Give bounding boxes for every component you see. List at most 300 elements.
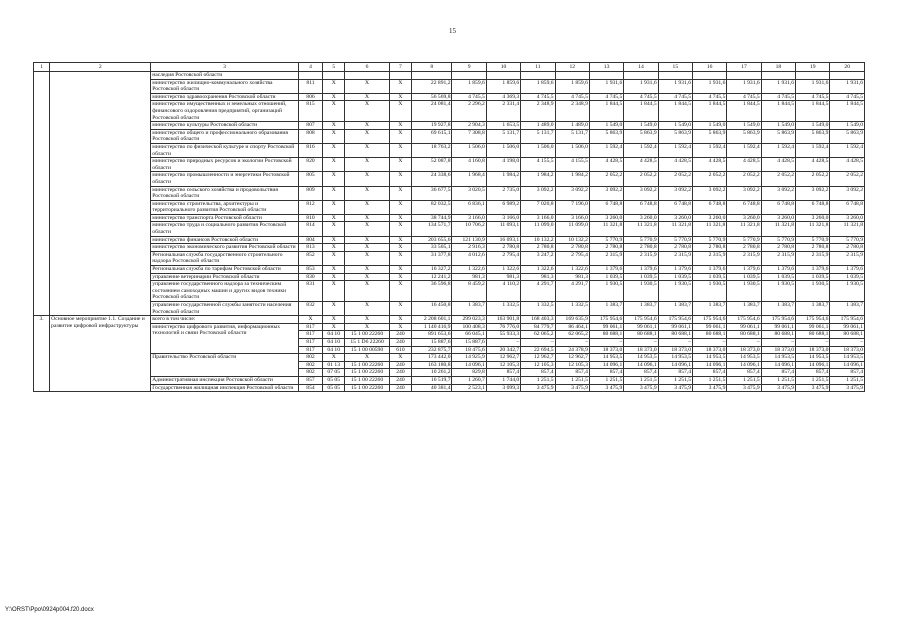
table-cell: 66 045,1 — [452, 331, 486, 339]
table-cell: 84 779,7 — [521, 323, 555, 331]
table-cell: 163 901,8 — [486, 316, 520, 324]
table-cell: X — [323, 273, 345, 281]
executor-cell: управление ветеринарии Ростовской области — [151, 273, 299, 281]
table-cell: 1 930,5 — [658, 281, 692, 302]
table-cell: 1 592,4 — [727, 143, 761, 157]
table-cell: 1 859,6 — [486, 79, 520, 93]
column-header: 7 — [389, 63, 411, 72]
table-row — [34, 129, 865, 143]
table-cell: 07 05 — [323, 369, 345, 377]
table-cell: 4 428,5 — [658, 158, 692, 172]
table-cell — [589, 72, 623, 80]
table-cell: 4 745,5 — [693, 93, 727, 101]
table-cell: 3 092,2 — [521, 186, 555, 200]
table-cell: 2 315,9 — [830, 251, 865, 265]
table-cell: X — [345, 79, 389, 93]
table-cell: X — [323, 79, 345, 93]
table-cell: 802 — [298, 361, 322, 369]
table-cell: 1 039,5 — [589, 273, 623, 281]
table-cell: 4 745,5 — [555, 93, 589, 101]
table-cell: 99 061,1 — [589, 323, 623, 331]
table-cell: 1 744,0 — [486, 376, 520, 384]
table-cell: 2 348,9 — [521, 101, 555, 122]
table-cell: 1 039,5 — [727, 273, 761, 281]
table-cell: 1 039,5 — [624, 273, 658, 281]
table-row — [34, 222, 865, 236]
table-cell: 2 780,8 — [624, 244, 658, 252]
table-cell: 802 — [298, 369, 322, 377]
table-cell: 80 688,1 — [761, 331, 795, 339]
table-cell — [555, 72, 589, 80]
table-cell: 4 428,5 — [624, 158, 658, 172]
table-cell: 15 1 D6 22260 — [345, 338, 389, 346]
table-cell: 18 373,0 — [693, 346, 727, 354]
table-cell: X — [345, 354, 389, 362]
column-header: 20 — [830, 63, 865, 72]
table-cell: 5 131,7 — [521, 129, 555, 143]
executor-cell: министерство общего и профессионального образования Ростовской области — [151, 129, 299, 143]
table-cell: 829,8 — [452, 369, 486, 377]
table-cell: 1 039,5 — [693, 273, 727, 281]
table-cell: 1 251,5 — [830, 376, 865, 384]
executor-cell: Региональная служба государственного строительного надзора Ростовской области — [151, 251, 299, 265]
table-cell — [412, 72, 452, 80]
executor-cell: управление государственной службы занятости населения Ростовской области — [151, 302, 299, 316]
table-cell: 2 780,8 — [658, 244, 692, 252]
num-cell: 3. — [34, 316, 50, 392]
table-cell: 857,4 — [830, 369, 865, 377]
table-cell: 1 379,6 — [727, 266, 761, 274]
table-cell: 1 844,5 — [761, 101, 795, 122]
table-cell: 809 — [298, 186, 322, 200]
table-cell: 04 10 — [323, 338, 345, 346]
table-cell: 11 321,8 — [830, 222, 865, 236]
table-cell: 240 — [389, 376, 411, 384]
table-cell: 86 464,1 — [555, 323, 589, 331]
table-row — [34, 376, 865, 384]
table-cell: 1 251,5 — [693, 376, 727, 384]
column-header: 11 — [521, 63, 555, 72]
column-header: 15 — [658, 63, 692, 72]
table-cell: 16 093,1 — [486, 236, 520, 244]
table-cell: 1 039,5 — [796, 273, 830, 281]
table-cell: 1 379,6 — [830, 266, 865, 274]
table-row — [34, 316, 865, 324]
column-header: 18 — [761, 63, 795, 72]
table-cell: 857,4 — [727, 369, 761, 377]
table-cell: 4 745,5 — [589, 93, 623, 101]
table-cell: X — [345, 323, 389, 331]
table-cell: 1 506,0 — [452, 143, 486, 157]
table-cell: 3 260,0 — [589, 214, 623, 222]
executor-cell: управление государственного надзора за техническим состоянием самоходных машин и других видов техники Ростовской области — [151, 281, 299, 302]
table-cell: 807 — [298, 122, 322, 130]
table-cell: 2 348,9 — [555, 101, 589, 122]
table-cell: 3 099,3 — [486, 384, 520, 392]
table-cell: 1 549,0 — [796, 122, 830, 130]
table-cell — [452, 72, 486, 80]
table-cell: X — [323, 186, 345, 200]
table-cell: 1 379,6 — [589, 266, 623, 274]
table-cell: X — [389, 222, 411, 236]
executor-cell: министерство транспорта Ростовской области — [151, 214, 299, 222]
table-cell: 5 770,9 — [589, 236, 623, 244]
table-cell: 1 931,6 — [693, 79, 727, 93]
num-cell — [34, 72, 50, 316]
table-cell: 1 251,5 — [658, 376, 692, 384]
table-cell: 3 092,2 — [624, 186, 658, 200]
table-cell: 11 321,8 — [658, 222, 692, 236]
table-cell: X — [389, 129, 411, 143]
table-cell: 5 770,9 — [727, 236, 761, 244]
table-cell: 3 166,0 — [555, 214, 589, 222]
table-cell: 1 592,4 — [693, 143, 727, 157]
table-cell: 1 931,6 — [727, 79, 761, 93]
table-row — [34, 236, 865, 244]
executor-cell: Административная инспекция Ростовской области — [151, 376, 299, 384]
table-cell: X — [389, 214, 411, 222]
table-cell: 99 061,1 — [727, 323, 761, 331]
column-header: 12 — [555, 63, 589, 72]
table-cell: 10 132,2 — [521, 236, 555, 244]
table-cell: 1 930,5 — [761, 281, 795, 302]
column-header: 16 — [693, 63, 727, 72]
table-cell: 11 321,8 — [624, 222, 658, 236]
table-cell: 5 770,9 — [624, 236, 658, 244]
table-cell: 163 180,8 — [412, 361, 452, 369]
table-cell: 18 373,0 — [624, 346, 658, 354]
table-cell: X — [323, 281, 345, 302]
table-cell: 14 096,1 — [761, 361, 795, 369]
table-cell: 1 549,0 — [727, 122, 761, 130]
table-cell: 1 859,6 — [521, 79, 555, 93]
table-cell: 80 688,1 — [727, 331, 761, 339]
table-cell: 852 — [298, 251, 322, 265]
table-cell: 7 020,8 — [521, 200, 555, 214]
table-cell: 76 776,0 — [486, 323, 520, 331]
table-cell — [796, 72, 830, 80]
table-cell: 1 506,0 — [555, 143, 589, 157]
table-row — [34, 266, 865, 274]
table-cell: 2 780,8 — [796, 244, 830, 252]
table-cell — [693, 72, 727, 80]
table-cell: 18 373,0 — [589, 346, 623, 354]
table-cell: 3 092,2 — [727, 186, 761, 200]
table-cell: 121 130,9 — [452, 236, 486, 244]
table-cell: X — [323, 93, 345, 101]
table-cell: 3 260,0 — [830, 214, 865, 222]
table-cell: 3 260,0 — [761, 214, 795, 222]
table-cell: 15 887,6 — [452, 338, 486, 346]
table-cell: 2 052,2 — [658, 172, 692, 186]
table-cell: 1 592,4 — [830, 143, 865, 157]
table-cell: 1 844,5 — [624, 101, 658, 122]
table-cell: 1 251,5 — [555, 376, 589, 384]
table-cell: 5 863,9 — [658, 129, 692, 143]
executor-cell: наследия Ростовской области — [151, 72, 299, 80]
table-cell: 3 166,0 — [521, 214, 555, 222]
table-row — [34, 186, 865, 200]
table-cell: 1 930,5 — [624, 281, 658, 302]
table-cell: 857,4 — [693, 369, 727, 377]
table-cell: X — [323, 302, 345, 316]
table-cell: X — [323, 251, 345, 265]
table-cell: 15 1 00 22260 — [345, 331, 389, 339]
table-cell: 1 859,6 — [452, 79, 486, 93]
table-cell: 4 745,5 — [830, 93, 865, 101]
table-cell: 2 735,0 — [486, 186, 520, 200]
table-cell: 857,4 — [486, 369, 520, 377]
table-cell: 6 748,8 — [658, 200, 692, 214]
table-cell: 981,3 — [452, 273, 486, 281]
table-cell: 2 331,4 — [486, 101, 520, 122]
table-cell: 14 096,1 — [452, 361, 486, 369]
table-cell: 22 694,5 — [521, 346, 555, 354]
table-cell: 36 677,5 — [412, 186, 452, 200]
table-cell: 1 592,4 — [589, 143, 623, 157]
table-cell: X — [389, 158, 411, 172]
table-cell: 3 166,0 — [452, 214, 486, 222]
executor-cell: Региональная служба по тарифам Ростовской области — [151, 266, 299, 274]
table-cell: 810 — [298, 214, 322, 222]
table-cell: 15 1 00 22260 — [345, 369, 389, 377]
table-cell: 3 260,0 — [796, 214, 830, 222]
table-cell: 1 379,6 — [624, 266, 658, 274]
table-cell: 80 688,1 — [830, 331, 865, 339]
table-cell: 891 653,6 — [412, 331, 452, 339]
table-cell — [658, 72, 692, 80]
table-cell: 15 1 00 22260 — [345, 361, 389, 369]
table-cell: 2 315,9 — [761, 251, 795, 265]
table-cell: X — [345, 244, 389, 252]
table-cell: 1 489,0 — [555, 122, 589, 130]
table-cell: 18 373,0 — [761, 346, 795, 354]
table-cell: – — [486, 338, 520, 346]
table-cell: 3 260,0 — [693, 214, 727, 222]
table-cell: 2 052,2 — [693, 172, 727, 186]
table-cell: 1 984,2 — [555, 172, 589, 186]
table-cell: 04 10 — [323, 346, 345, 354]
table-cell: 2 052,2 — [761, 172, 795, 186]
table-cell: 3 247,2 — [521, 251, 555, 265]
table-cell: 173 442,0 — [412, 354, 452, 362]
table-cell: 12 105,3 — [486, 361, 520, 369]
table-cell: – — [589, 338, 623, 346]
table-cell: 24 081,4 — [412, 101, 452, 122]
table-cell: 5 770,9 — [658, 236, 692, 244]
table-cell: 14 096,1 — [589, 361, 623, 369]
table-cell: X — [323, 158, 345, 172]
table-row — [34, 79, 865, 93]
table-cell: 04 10 — [323, 331, 345, 339]
executor-cell: министерство здравоохранения Ростовской области — [151, 93, 299, 101]
table-cell: 175 954,6 — [796, 316, 830, 324]
table-cell: 4 745,5 — [521, 93, 555, 101]
table-cell: 4 428,5 — [589, 158, 623, 172]
table-cell: 1 844,5 — [796, 101, 830, 122]
table-cell: 1 379,6 — [796, 266, 830, 274]
executor-cell: министерство по физической культуре и спорту Ростовской области — [151, 143, 299, 157]
table-cell: 3 092,2 — [761, 186, 795, 200]
table-cell: X — [298, 316, 322, 324]
table-cell: 240 — [389, 338, 411, 346]
table-cell: 2 780,8 — [589, 244, 623, 252]
table-cell: 1 844,5 — [727, 101, 761, 122]
table-cell: 3 166,0 — [486, 214, 520, 222]
table-cell: 38 744,9 — [412, 214, 452, 222]
executor-cell: министерство строительства, архитектуры и территориального развития Ростовской области — [151, 200, 299, 214]
table-cell: 16 519,7 — [412, 376, 452, 384]
column-header: 14 — [624, 63, 658, 72]
table-cell: 24 378,9 — [555, 346, 589, 354]
table-cell: 857,4 — [761, 369, 795, 377]
table-cell: 3 092,2 — [658, 186, 692, 200]
table-cell: 12 962,7 — [555, 354, 589, 362]
table-cell: 12 241,2 — [412, 273, 452, 281]
table-cell: 80 688,1 — [589, 331, 623, 339]
table-cell: 3 092,2 — [555, 186, 589, 200]
table-cell: 5 863,9 — [727, 129, 761, 143]
table-cell: 14 096,1 — [727, 361, 761, 369]
table-cell: X — [389, 172, 411, 186]
table-cell: X — [323, 172, 345, 186]
table-cell: 3 260,0 — [727, 214, 761, 222]
table-cell: 1 984,2 — [521, 172, 555, 186]
table-cell: 2 780,8 — [761, 244, 795, 252]
table-cell: X — [345, 122, 389, 130]
table-cell: 6 748,8 — [727, 200, 761, 214]
table-cell: 14 096,1 — [830, 361, 865, 369]
table-cell: 18 373,0 — [830, 346, 865, 354]
table-cell: 1 383,7 — [693, 302, 727, 316]
table-cell: X — [389, 316, 411, 324]
table-cell: 33 505,1 — [412, 244, 452, 252]
table-cell: 168 403,3 — [521, 316, 555, 324]
table-cell: X — [345, 200, 389, 214]
table-cell: 4 369,3 — [486, 93, 520, 101]
table-cell: 4 155,5 — [555, 158, 589, 172]
table-row — [34, 158, 865, 172]
table-cell: 5 131,7 — [555, 129, 589, 143]
table-cell: 56 569,8 — [412, 93, 452, 101]
table-cell: X — [345, 266, 389, 274]
table-cell: X — [389, 251, 411, 265]
table-cell: X — [323, 236, 345, 244]
table-cell: 6 989,2 — [486, 200, 520, 214]
table-cell: 55 933,3 — [486, 331, 520, 339]
table-cell: 814 — [298, 222, 322, 236]
table-cell: 14 953,5 — [830, 354, 865, 362]
table-cell: 1 506,0 — [521, 143, 555, 157]
budget-table — [33, 62, 865, 392]
table-cell: 175 954,6 — [624, 316, 658, 324]
table-cell: 981,3 — [486, 273, 520, 281]
table-cell: 3 092,2 — [589, 186, 623, 200]
column-header: 2 — [50, 63, 151, 72]
table-cell: 2 052,2 — [589, 172, 623, 186]
table-row — [34, 323, 865, 331]
table-cell: 2 780,8 — [830, 244, 865, 252]
table-row — [34, 143, 865, 157]
table-cell: 1 383,7 — [452, 302, 486, 316]
table-cell: 4 155,5 — [521, 158, 555, 172]
table-cell: X — [345, 236, 389, 244]
table-cell: 2 916,3 — [452, 244, 486, 252]
table-cell: 6 748,8 — [624, 200, 658, 214]
table-cell: X — [389, 93, 411, 101]
table-cell: 175 954,6 — [761, 316, 795, 324]
table-cell: X — [389, 101, 411, 122]
table-cell: 12 962,7 — [521, 354, 555, 362]
table-cell: 2 315,9 — [727, 251, 761, 265]
table-cell — [761, 72, 795, 80]
table-cell: X — [323, 222, 345, 236]
column-header: 8 — [412, 63, 452, 72]
table-cell: 805 — [298, 172, 322, 186]
table-cell: 232 875,7 — [412, 346, 452, 354]
table-cell: 3 092,2 — [830, 186, 865, 200]
table-cell: X — [345, 93, 389, 101]
table-cell: 1 251,5 — [727, 376, 761, 384]
table-cell: 1 322,6 — [486, 266, 520, 274]
table-cell: X — [389, 266, 411, 274]
table-cell: 857,4 — [624, 369, 658, 377]
table-cell: X — [345, 316, 389, 324]
table-cell: – — [521, 338, 555, 346]
table-cell: X — [323, 143, 345, 157]
table-cell: 1 383,7 — [624, 302, 658, 316]
table-cell: 1 844,5 — [658, 101, 692, 122]
column-header: 5 — [323, 63, 345, 72]
table-cell: 2 315,9 — [796, 251, 830, 265]
table-cell: 2 904,3 — [452, 122, 486, 130]
table-cell: 4 291,7 — [521, 281, 555, 302]
table-cell: X — [345, 281, 389, 302]
table-cell: X — [389, 79, 411, 93]
table-cell: 05 05 — [323, 376, 345, 384]
table-cell: 806 — [298, 93, 322, 101]
table-cell: 1 383,7 — [830, 302, 865, 316]
table-cell: 1 322,6 — [555, 266, 589, 274]
table-cell: X — [345, 129, 389, 143]
table-cell: 7 308,8 — [452, 129, 486, 143]
executor-cell: министерство сельского хозяйства и продовольствия Ростовской области — [151, 186, 299, 200]
table-cell: 99 061,1 — [624, 323, 658, 331]
program-cell: Основное мероприятие 1.1. Создание и развитие цифровой инфраструктуры — [50, 316, 151, 392]
table-cell: 1 383,7 — [589, 302, 623, 316]
table-cell: 5 863,9 — [830, 129, 865, 143]
table-cell: 5 770,9 — [761, 236, 795, 244]
table-cell: 1 251,5 — [521, 376, 555, 384]
executor-cell: министерство природных ресурсов и экологии Ростовской области — [151, 158, 299, 172]
table-cell: 24 338,6 — [412, 172, 452, 186]
table-cell: 2 315,9 — [624, 251, 658, 265]
table-cell: – — [624, 338, 658, 346]
table-cell: 5 863,9 — [761, 129, 795, 143]
table-cell: 4 012,6 — [452, 251, 486, 265]
table-cell: 2 052,2 — [624, 172, 658, 186]
table-cell: – — [727, 338, 761, 346]
table-cell: X — [323, 200, 345, 214]
table-cell: 169 635,9 — [555, 316, 589, 324]
table-cell: 134 571,7 — [412, 222, 452, 236]
table-cell: 1 383,7 — [761, 302, 795, 316]
table-cell: 857 — [298, 376, 322, 384]
table-cell: 99 061,1 — [830, 323, 865, 331]
table-cell: X — [323, 244, 345, 252]
table-cell: – — [693, 338, 727, 346]
table-cell: 802 — [298, 354, 322, 362]
